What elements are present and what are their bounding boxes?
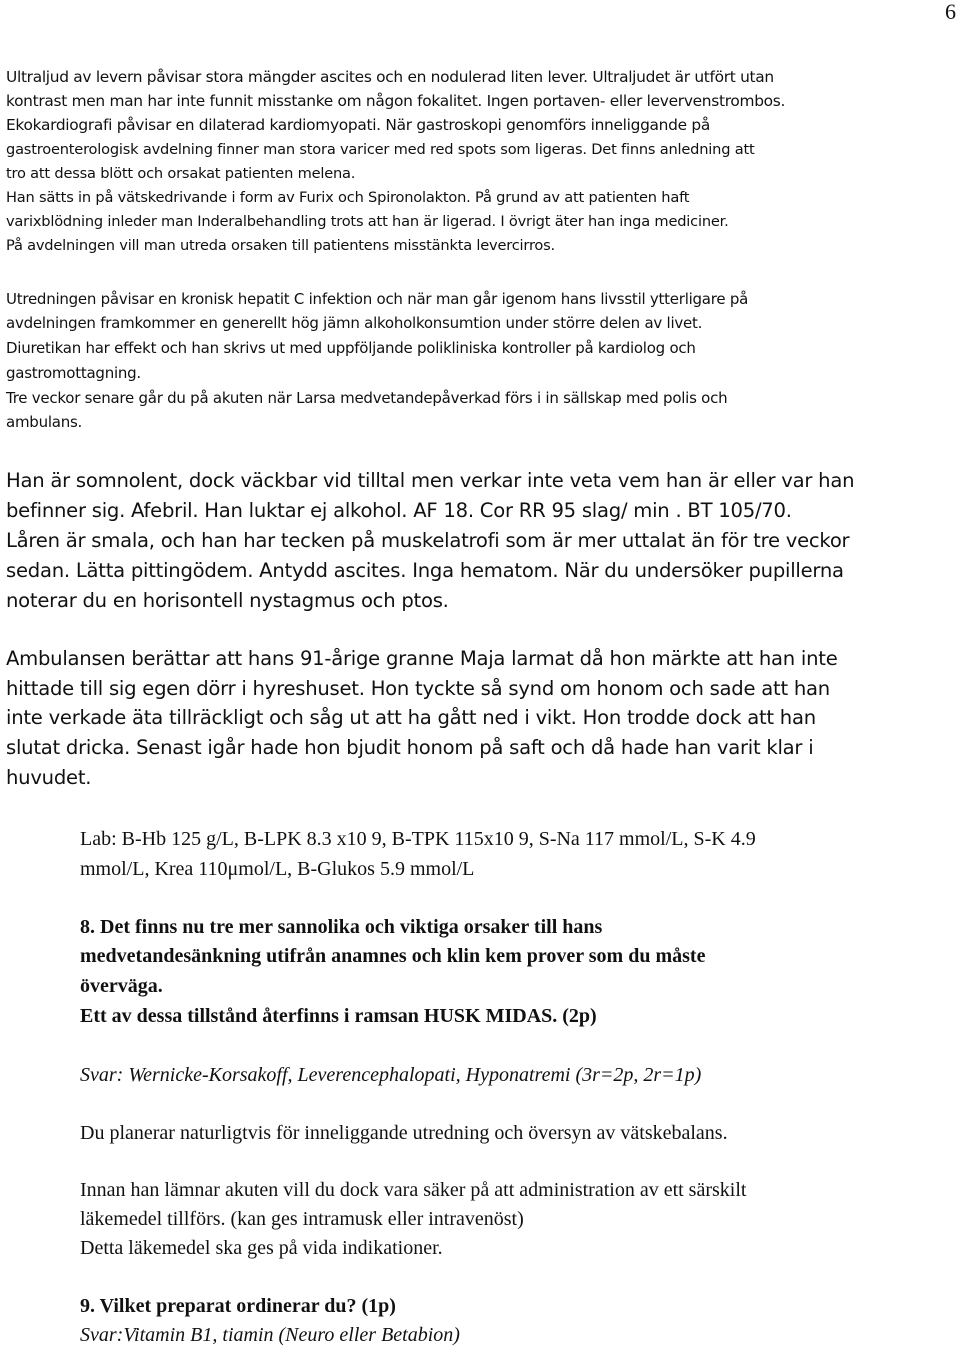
text-line: ambulans. xyxy=(6,413,83,431)
text-line: Ambulansen berättar att hans 91-årige granne Maja larmat då hon märkte att han inte xyxy=(6,647,838,670)
text-line: Detta läkemedel ska ges på vida indikationer. xyxy=(80,1237,443,1259)
text-line: huvudet. xyxy=(6,766,92,789)
text-line: Tre veckor senare går du på akuten när Larsa medvetandepåverkad förs i in sällskap med polis och xyxy=(6,389,728,407)
text-line: inte verkade äta tillräckligt och såg ut att ha gått ned i vikt. Hon trodde dock att han xyxy=(6,706,816,729)
text-line: Låren är smala, och han har tecken på muskelatrofi som är mer uttalat än för tre veckor xyxy=(6,529,850,552)
lab-line: mmol/L, Krea 110μmol/L, B-Glukos 5.9 mmol/L xyxy=(80,858,475,880)
text-line: sedan. Lätta pittingödem. Antydd ascites. Inga hematom. När du undersöker pupillerna xyxy=(6,559,844,582)
question-line: Ett av dessa tillstånd återfinns i ramsan HUSK MIDAS. (2p) xyxy=(80,1005,597,1027)
question-9: 9. Vilket preparat ordinerar du? (1p) xyxy=(80,1295,396,1317)
text-line: varixblödning inleder man Inderalbehandling trots att han är ligerad. I övrigt äter han inga mediciner. xyxy=(6,213,729,230)
text-line: På avdelningen vill man utreda orsaken till patientens misstänkta levercirros. xyxy=(6,237,555,254)
question-line: medvetandesänkning utifrån anamnes och klin kem prover som du måste xyxy=(80,945,706,967)
text-line: slutat dricka. Senast igår hade hon bjudit honom på saft och då hade han varit klar i xyxy=(6,736,814,759)
question-line: 8. Det finns nu tre mer sannolika och viktiga orsaker till hans xyxy=(80,916,603,938)
text-line: avdelningen framkommer en generellt hög jämn alkoholkonsumtion under större delen av livet. xyxy=(6,314,703,332)
question-line: överväga. xyxy=(80,975,163,997)
text-line: hittade till sig egen dörr i hyreshuset. Hon tyckte så synd om honom och sade att han xyxy=(6,677,830,700)
text-line: noterar du en horisontell nystagmus och ptos. xyxy=(6,589,449,612)
page-number: 6 xyxy=(945,0,956,24)
text-line: befinner sig. Afebril. Han luktar ej alkohol. AF 18. Cor RR 95 slag/ min . BT 105/70. xyxy=(6,499,792,522)
text-line: Ekokardiografi påvisar en dilaterad kardiomyopati. När gastroskopi genomförs inneliggande på xyxy=(6,116,710,134)
text-line: gastromottagning. xyxy=(6,364,141,382)
text-line: Utredningen påvisar en kronisk hepatit C infektion och när man går igenom hans livsstil ytterligare på xyxy=(6,290,749,308)
text-line: Innan han lämnar akuten vill du dock vara säker på att administration av ett särskilt xyxy=(80,1179,747,1201)
text-line: Han är somnolent, dock väckbar vid tilltal men verkar inte veta vem han är eller var han xyxy=(6,469,855,492)
answer-8: Svar: Wernicke-Korsakoff, Leverencephalopati, Hyponatremi (3r=2p, 2r=1p) xyxy=(80,1064,702,1086)
text-line: Han sätts in på vätskedrivande i form av Furix och Spironolakton. På grund av att patienten haft xyxy=(6,189,690,206)
text-line: gastroenterologisk avdelning finner man stora varicer med red spots som ligeras. Det finns anledning att xyxy=(6,141,755,158)
text-line: läkemedel tillförs. (kan ges intramusk eller intravenöst) xyxy=(80,1208,524,1230)
text-line: tro att dessa blött och orsakat patienten melena. xyxy=(6,165,356,182)
text-line: Diuretikan har effekt och han skrivs ut med uppföljande polikliniska kontroller på kardiolog och xyxy=(6,339,696,357)
plan-text: Du planerar naturligtvis för inneliggande utredning och översyn av vätskebalans. xyxy=(80,1122,728,1144)
text-line: Ultraljud av levern påvisar stora mängder ascites och en nodulerad liten lever. Ultraljudet är utfört utan xyxy=(6,68,774,86)
text-line: kontrast men man har inte funnit misstanke om någon fokalitet. Ingen portaven- eller levervenstrombos. xyxy=(6,92,786,110)
answer-9: Svar:Vitamin B1, tiamin (Neuro eller Betabion) xyxy=(80,1324,460,1346)
lab-line: Lab: B-Hb 125 g/L, B-LPK 8.3 x10 9, B-TPK 115x10 9, S-Na 117 mmol/L, S-K 4.9 xyxy=(80,828,756,850)
